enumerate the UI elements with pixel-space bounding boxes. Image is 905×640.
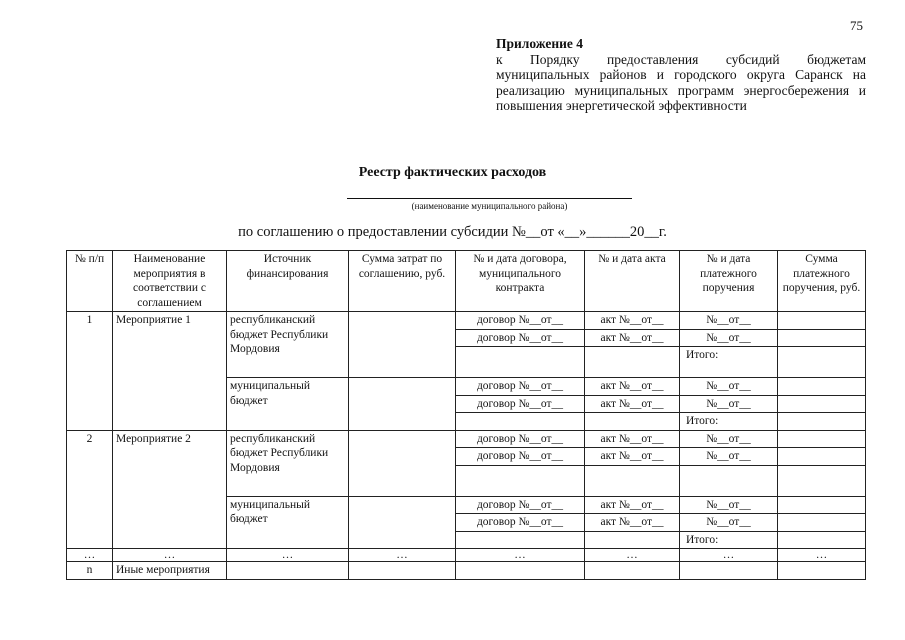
payment-sum-cell xyxy=(778,312,866,330)
table-row xyxy=(67,312,866,330)
expense-registry-table xyxy=(66,250,866,580)
event-name: Иные мероприятия xyxy=(113,562,227,580)
contract-cell: договор №__от__ xyxy=(456,448,585,466)
contract-cell: договор №__от__ xyxy=(456,395,585,413)
total-label: Итого: xyxy=(680,347,778,378)
event-name: Мероприятие 1 xyxy=(113,312,227,431)
empty-cell xyxy=(456,562,585,580)
agreement-sum-cell xyxy=(349,496,456,549)
contract-cell: договор №__от__ xyxy=(456,329,585,347)
page-number: 75 xyxy=(850,18,863,33)
total-sum-cell xyxy=(778,347,866,378)
act-cell: акт №__от__ xyxy=(585,395,680,413)
document-title: Реестр фактических расходов xyxy=(358,165,547,180)
empty-cell xyxy=(349,562,456,580)
payment-order-cell: №__от__ xyxy=(680,395,778,413)
funding-source-republic: республиканский бюджет Республики Мордовия xyxy=(227,312,349,378)
contract-cell: договор №__от__ xyxy=(456,378,585,396)
act-cell xyxy=(585,347,680,378)
contract-cell xyxy=(456,347,585,378)
empty-cell xyxy=(778,562,866,580)
header-agreement-sum: Сумма затрат по соглашению, руб. xyxy=(349,251,456,312)
row-num: 2 xyxy=(67,430,113,549)
act-cell: акт №__от__ xyxy=(585,514,680,532)
act-cell: акт №__от__ xyxy=(585,448,680,466)
empty-cell xyxy=(585,562,680,580)
contract-cell: договор №__от__ xyxy=(456,430,585,448)
appendix-text: к Порядку предоставления субсидий бюджетам муниципальных районов и городского округа Саранск на реализацию муниципальных программ энергосбережения и повышения энергетической эффективности xyxy=(496,51,866,113)
ellipsis-row xyxy=(67,549,866,562)
payment-order-cell: №__от__ xyxy=(680,329,778,347)
header-num: № п/п xyxy=(67,251,113,312)
funding-source-municipal: муниципальный бюджет xyxy=(227,378,349,431)
ellipsis-cell: … xyxy=(113,549,227,562)
contract-cell: договор №__от__ xyxy=(456,312,585,330)
ellipsis-cell: … xyxy=(227,549,349,562)
appendix-block xyxy=(496,36,866,114)
contract-cell xyxy=(456,413,585,431)
header-contract: № и дата договора, муниципального контракта xyxy=(456,251,585,312)
act-cell xyxy=(585,531,680,549)
ellipsis-cell: … xyxy=(67,549,113,562)
agreement-line: по соглашению о предоставлении субсидии №__от «__»______20__г. xyxy=(238,224,667,240)
agreement-sum-cell xyxy=(349,312,456,378)
act-cell: акт №__от__ xyxy=(585,378,680,396)
total-sum-cell xyxy=(778,413,866,431)
act-cell: акт №__от__ xyxy=(585,496,680,514)
payment-order-cell: №__от__ xyxy=(680,448,778,466)
table-row xyxy=(67,430,866,448)
contract-cell: договор №__от__ xyxy=(456,514,585,532)
contract-cell xyxy=(456,465,585,496)
agreement-sum-cell xyxy=(349,430,456,496)
payment-order-cell: №__от__ xyxy=(680,514,778,532)
payment-order-cell: №__от__ xyxy=(680,430,778,448)
contract-cell: договор №__от__ xyxy=(456,496,585,514)
funding-source-republic: республиканский бюджет Республики Мордовия xyxy=(227,430,349,496)
ellipsis-cell: … xyxy=(778,549,866,562)
row-num: 1 xyxy=(67,312,113,431)
ellipsis-cell: … xyxy=(585,549,680,562)
event-name: Мероприятие 2 xyxy=(113,430,227,549)
total-sum-cell xyxy=(778,531,866,549)
payment-sum-cell xyxy=(778,496,866,514)
agreement-sum-cell xyxy=(349,378,456,431)
contract-cell xyxy=(456,531,585,549)
payment-order-cell: №__от__ xyxy=(680,378,778,396)
payment-sum-cell xyxy=(778,430,866,448)
total-label: Итого: xyxy=(680,413,778,431)
payment-sum-cell xyxy=(778,378,866,396)
ellipsis-cell: … xyxy=(680,549,778,562)
district-name-caption: (наименование муниципального района) xyxy=(411,201,568,211)
payment-order-cell: №__от__ xyxy=(680,312,778,330)
payment-sum-cell xyxy=(778,465,866,496)
empty-cell xyxy=(227,562,349,580)
table-header-row xyxy=(67,251,866,312)
total-label: Итого: xyxy=(680,531,778,549)
row-num: n xyxy=(67,562,113,580)
district-name-line xyxy=(347,198,632,199)
header-funding-source: Источник финансирования xyxy=(227,251,349,312)
header-event-name: Наименование мероприятия в соответствии с соглашением xyxy=(113,251,227,312)
payment-sum-cell xyxy=(778,514,866,532)
act-cell: акт №__от__ xyxy=(585,430,680,448)
header-payment-order: № и дата платежного поручения xyxy=(680,251,778,312)
header-act: № и дата акта xyxy=(585,251,680,312)
act-cell: акт №__от__ xyxy=(585,312,680,330)
ellipsis-cell: … xyxy=(456,549,585,562)
act-cell xyxy=(585,413,680,431)
act-cell xyxy=(585,465,680,496)
header-payment-sum: Сумма платежного поручения, руб. xyxy=(778,251,866,312)
payment-order-cell: №__от__ xyxy=(680,496,778,514)
table-row xyxy=(67,562,866,580)
payment-sum-cell xyxy=(778,448,866,466)
act-cell: акт №__от__ xyxy=(585,329,680,347)
ellipsis-cell: … xyxy=(349,549,456,562)
payment-sum-cell xyxy=(778,395,866,413)
payment-order-cell xyxy=(680,465,778,496)
appendix-title: Приложение 4 xyxy=(496,36,584,51)
empty-cell xyxy=(680,562,778,580)
payment-sum-cell xyxy=(778,329,866,347)
funding-source-municipal: муниципальный бюджет xyxy=(227,496,349,549)
